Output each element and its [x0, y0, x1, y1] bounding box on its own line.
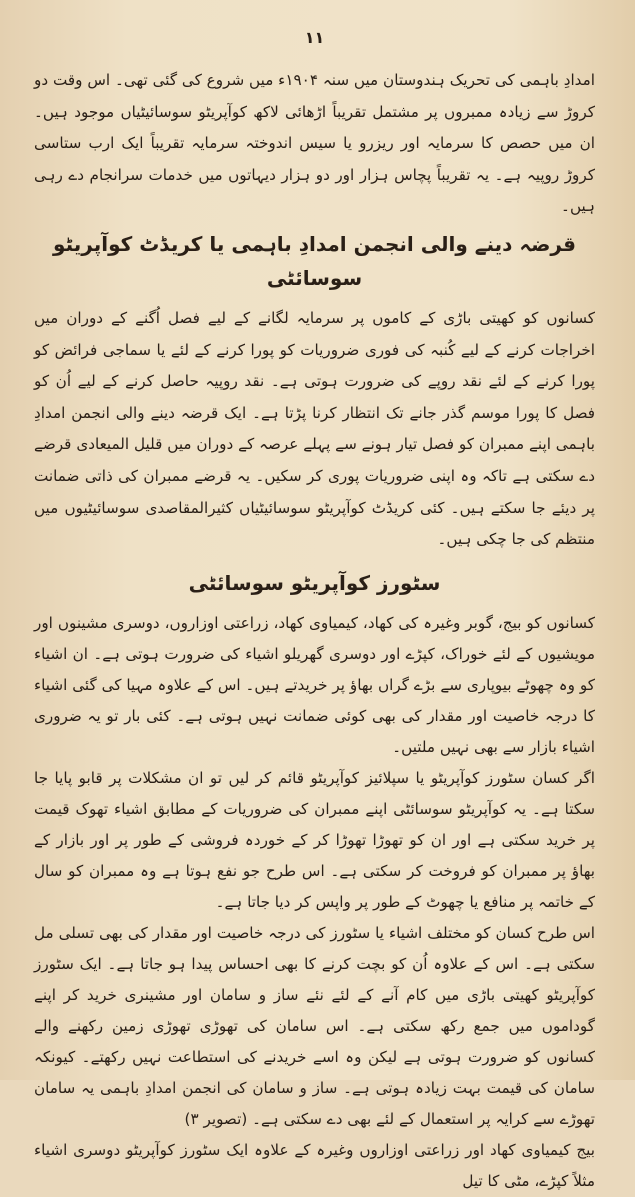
stores-paragraph-2: اگر کسان سٹورز کوآپریٹو یا سپلائیز کوآپریٹو قائم کر لیں تو ان مشکلات پر قابو پایا جا سکتا ہے۔ یہ کوآپریٹو سوسائٹی اپنے ممبران کی ضروریات کے مطابق اشیاء تھوک قیمت پر خرید سکتی ہے اور ان کو تھوڑا تھوڑا کر کے خوردہ فروشی کے طور پر اور بازار کے بھاؤ پر ممبران کو فروخت کر سکتی ہے۔ اس طرح جو نفع ہوتا ہے وہ ممبران کو سال کے خاتمہ پر منافع یا چھوٹ کے طور پر واپس کر دیا جاتا ہے۔ — [34, 768, 595, 911]
page-body — [34, 65, 595, 1197]
page-number: ۱۱ — [304, 28, 325, 47]
intro-paragraph: امدادِ باہمی کی تحریک ہندوستان میں سنہ ۱۹۰۴ء میں شروع کی گئی تھی۔ اس وقت دو کروڑ سے زیادہ ممبروں پر مشتمل تقریباً اڑھائی لاکھ کوآپریٹو سوسائیٹیاں موجود ہیں۔ ان میں حصص کا سرمایہ اور ریزرو یا سیس اندوختہ سرمایہ تقریباً ایک ارب ستاسی کروڑ روپیہ ہے۔ یہ تقریباً پچاس ہزار اور دو ہزار دیہاتوں میں خدمات سرانجام دے رہی ہیں۔ — [34, 71, 596, 216]
section-heading-stores-cooperative: سٹورز کوآپریٹو سوسائٹی — [188, 570, 441, 595]
stores-paragraph-4: بیج کیمیاوی کھاد اور زراعتی اوزاروں وغیرہ کے علاوہ ایک سٹورز کوآپریٹو دوسری اشیاء مثلاً کپڑے، مٹی کا تیل — [34, 1140, 595, 1190]
figure-reference: (تصویر ۳) — [184, 1109, 248, 1128]
section-heading-credit-cooperative: قرضہ دینے والی انجمن امدادِ باہمی یا کریڈٹ کوآپریٹو سوسائٹی — [53, 231, 576, 290]
stores-paragraph-3 — [34, 918, 595, 1135]
credit-cooperative-paragraph: کسانوں کو کھیتی باڑی کے کاموں پر سرمایہ لگانے کے لیے فصل اُگنے کے دوران میں اخراجات کرنے کے لیے کُنبہ کی فوری ضروریات کو پورا کرنے کے لئے یا سماجی فرائض کو پورا کرنے کے لئے نقد روپے کی ضرورت ہوتی ہے۔ نقد روپیہ حاصل کرنے کے لیے اُن کو فصل کا پورا موسم گذر جانے تک انتظار کرنا پڑتا ہے۔ ایک قرضہ دینے والی انجمن امدادِ باہمی اپنے ممبران کو فصل تیار ہونے سے پہلے عرصہ کے دوران میں قلیل المیعادی قرضے دے سکتی ہے تاکہ وہ اپنی ضروریات پوری کر سکیں۔ یہ قرضے ممبران کی ذاتی ضمانت پر دیئے جا سکتے ہیں۔ کئی کریڈٹ کوآپریٹو سوسائیٹیاں کثیرالمقاصدی سوسائیٹیوں میں منتظم کی جا چکی ہیں۔ — [34, 308, 595, 549]
stores-paragraph-3-text: اس طرح کسان کو مختلف اشیاء یا سٹورز کی درجہ خاصیت اور مقدار کی بھی تسلی مل سکتی ہے۔ اس کے علاوہ اُن کو بچت کرنے کا بھی احساس پیدا ہو جاتا ہے۔ ایک سٹورز کوآپریٹو کھیتی باڑی میں کام آنے کے لئے نئے ساز و سامان اور مشینری خرید کر اپنے گوداموں میں جمع رکھ سکتی ہے۔ اس سامان کی تھوڑی تھوڑی زمین رکھنے والے کسانوں کو ضرورت ہوتی ہے لیکن وہ اسے خریدنے کی استطاعت نہیں رکھتے۔ کیونکہ سامان کی قیمت بہت زیادہ ہوتی ہے۔ ساز و سامان کی انجمن امدادِ باہمی یہ سامان تھوڑے سے کرایہ پر استعمال کے لئے بھی دے سکتی ہے۔ — [34, 923, 595, 1128]
stores-paragraph-1: کسانوں کو بیج، گوبر وغیرہ کی کھاد، کیمیاوی کھاد، زراعتی اوزاروں، دوسری مشینوں اور مویشیوں کے لئے خوراک، کپڑے اور دوسری گھریلو اشیاء کی ضرورت ہوتی ہے۔ ان اشیاء کو وہ چھوٹے بیوپاری سے بڑے گراں بھاؤ پر خریدتے ہیں۔ اس کے علاوہ مہیا کی گئی اشیاء کا درجہ خاصیت اور مقدار کی بھی کوئی ضمانت نہیں ہوتی ہے۔ کئی بار تو یہ ضروری اشیاء بازار سے بھی نہیں ملتیں۔ — [34, 613, 595, 756]
